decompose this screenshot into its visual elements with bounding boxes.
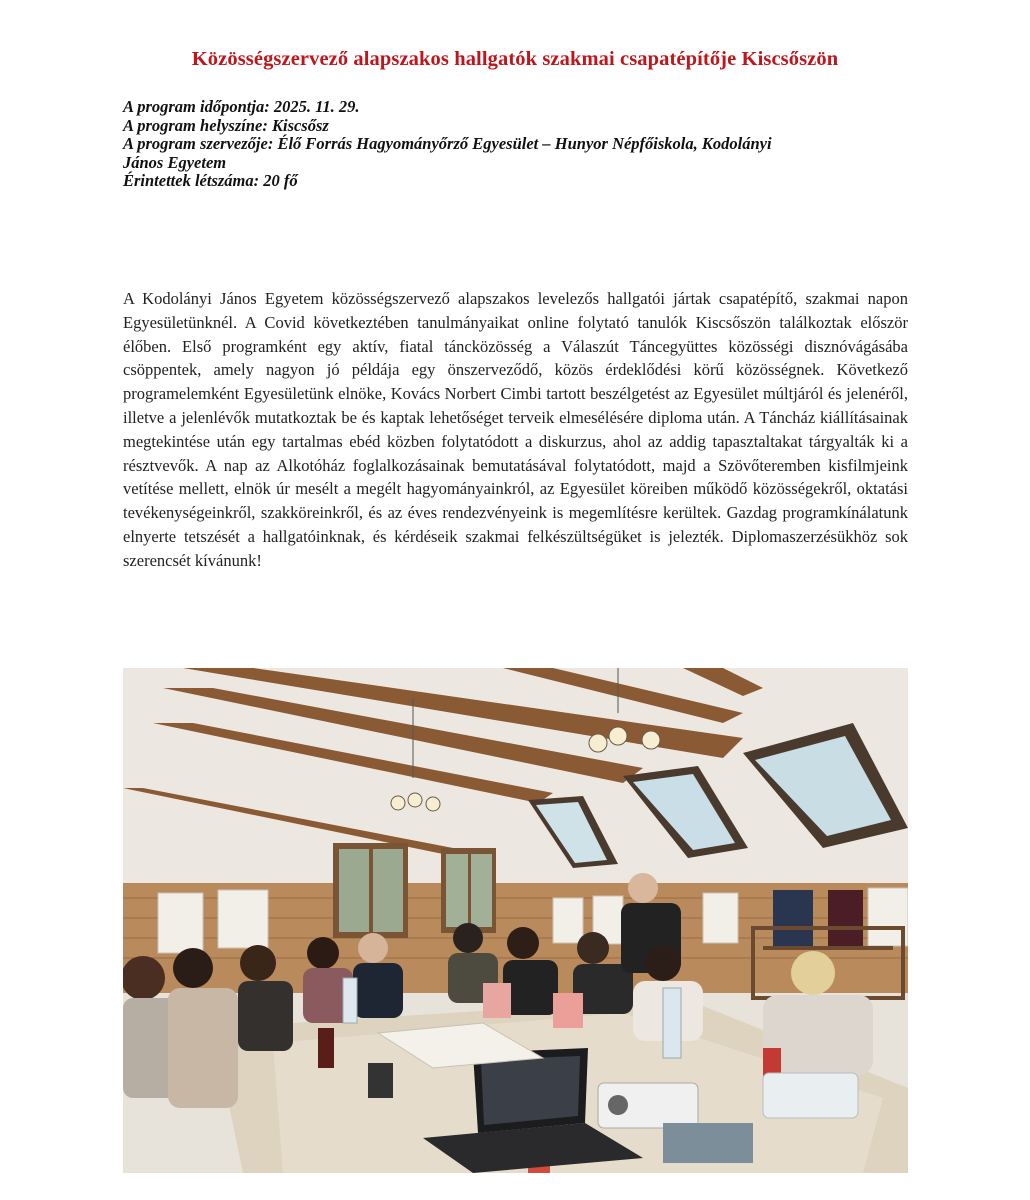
program-location: A program helyszíne: Kiscsősz	[123, 115, 329, 135]
report-body: A Kodolányi János Egyetem közösségszervező alapszakos levelezős hallgatói jártak csapatépítő, szakmai napon Egyesületünknél. A Covid következtében tanulmányaikat online folytató tanulók Kiscsőszön találkoztak először élőben. Első programként egy aktív, fiatal táncközösség a Válaszút Táncegyüttes közösségi disznóvágásába csöppentek, amely nagyon jó példája egy önszerveződő, közös érdeklődési körű közösségnek. Következő programelemként Egyesületünk elnöke, Kovács Norbert Cimbi tartott beszélgetést az Egyesület múltjáról és jelenéről, illetve a jelenlévők mutatkoztak be és kaptak lehetőséget terveik elmesélésére diploma után. A Táncház kiállításainak megtekintése után egy tartalmas ebéd közben folytatódott a diskurzus, ahol az addig tapasztaltakat tárgyalták ki a résztvevők. A nap az Alkotóház foglalkozásainak bemutatásával folytatódott, majd a Szövőteremben kisfilmjeink vetítése mellett, elnök úr mesélt a megélt hagyományainkról, az Egyesület köreiben működő közösségekről, oktatási tevékenységeinkről, szakköreinkről, és az éves rendezvényeink is megemlítésre kerültek. Gazdag programkínálatunk elnyerte tetszését a hallgatóinknak, és kérdéseik szakmai felkészültségüket is jelezték. Diplomaszerzésükhöz sok szerencsét kívánunk!	[123, 289, 908, 570]
event-photo	[123, 668, 908, 1173]
program-date: A program időpontja: 2025. 11. 29.	[123, 97, 360, 116]
program-attendees: Érintettek létszáma: 20 fő	[123, 171, 298, 190]
document-title: Közösségszervező alapszakos hallgatók szakmai csapatépítője Kiscsőszön	[191, 48, 839, 70]
program-organizer: A program szervezője: Élő Forrás Hagyományőrző Egyesület – Hunyor Népfőiskola, Kodolányi	[123, 134, 772, 153]
program-organizer-cont: János Egyetem	[123, 152, 227, 172]
program-details	[123, 98, 913, 191]
